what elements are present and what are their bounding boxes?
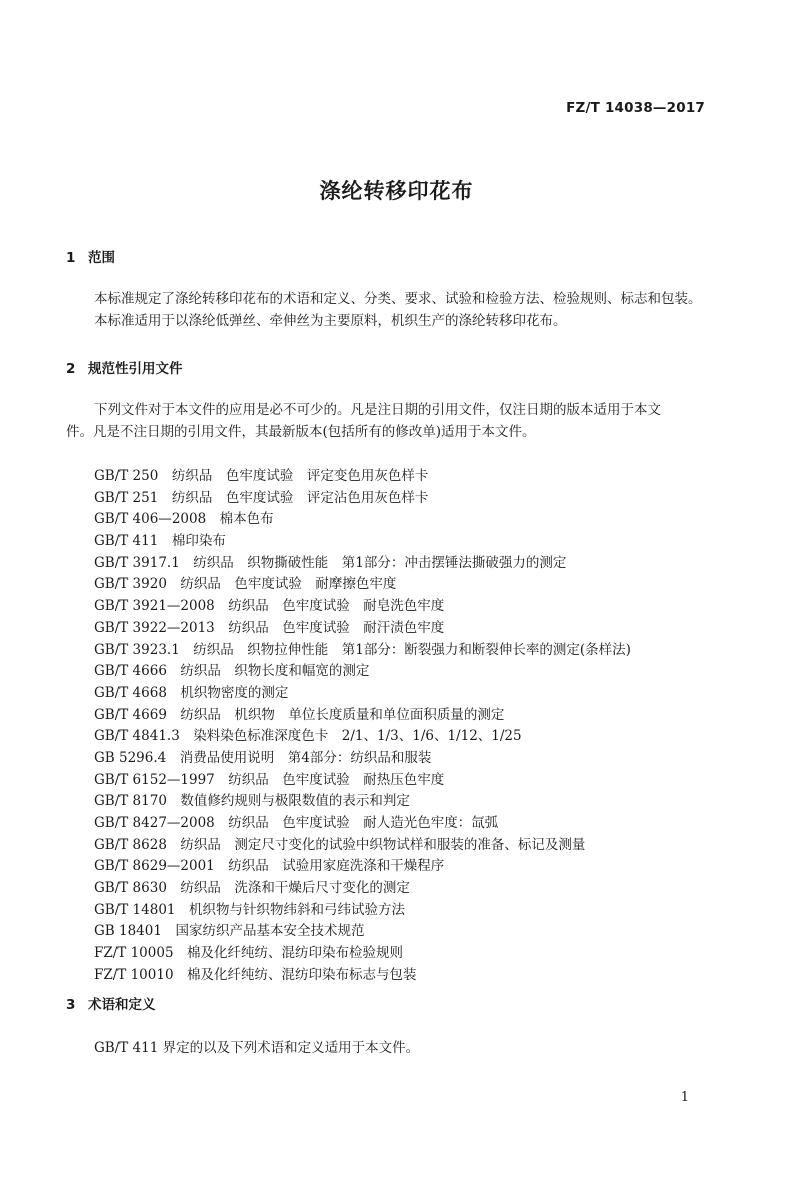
paragraph: 本标准规定了涤纶转移印花布的术语和定义、分类、要求、试验和检验方法、检验规则、标志和包装。 (94, 291, 702, 307)
reference-item: GB/T 8629—2001 纺织品 试验用家庭洗涤和干燥程序 (94, 858, 445, 875)
reference-item: GB/T 3920 纺织品 色牢度试验 耐摩擦色牢度 (94, 576, 397, 593)
paragraph-line: 件。凡是不注日期的引用文件，其最新版本(包括所有的修改单)适用于本文件。 (66, 424, 536, 440)
section-1-heading (66, 246, 115, 266)
section-title: 术语和定义 (88, 997, 156, 1013)
reference-item: GB/T 406—2008 棉本色布 (94, 511, 274, 528)
paragraph: GB/T 411 界定的以及下列术语和定义适用于本文件。 (94, 1040, 420, 1056)
section-1-body (66, 288, 720, 332)
reference-item: GB/T 3921—2008 纺织品 色牢度试验 耐皂洗色牢度 (94, 598, 445, 615)
section-title: 范围 (88, 250, 115, 266)
reference-item: GB/T 8630 纺织品 洗涤和干燥后尺寸变化的测定 (94, 880, 410, 897)
reference-item: GB/T 4666 纺织品 织物长度和幅宽的测定 (94, 663, 370, 680)
section-number: 3 (66, 997, 76, 1013)
reference-item: GB/T 8170 数值修约规则与极限数值的表示和判定 (94, 793, 410, 810)
reference-item: GB/T 4669 纺织品 机织物 单位长度质量和单位面积质量的测定 (94, 706, 505, 723)
section-number: 2 (66, 361, 76, 377)
reference-item: GB/T 6152—1997 纺织品 色牢度试验 耐热压色牢度 (94, 771, 445, 788)
reference-item: GB 5296.4 消费品使用说明 第4部分：纺织品和服装 (94, 749, 432, 766)
reference-item: FZ/T 10005 棉及化纤纯纺、混纺印染布检验规则 (94, 945, 404, 962)
section-2-heading (66, 357, 183, 377)
reference-item: GB/T 4841.3 染料染色标准深度色卡 2/1、1/3、1/6、1/12、1/25 (94, 728, 522, 745)
section-number: 1 (66, 250, 76, 266)
reference-item: GB/T 8427—2008 纺织品 色牢度试验 耐人造光色牢度：氙弧 (94, 815, 499, 831)
reference-item: FZ/T 10010 棉及化纤纯纺、混纺印染布标志与包装 (94, 966, 417, 983)
section-3-heading (66, 993, 156, 1013)
page-number: 1 (680, 1090, 689, 1105)
reference-item: GB/T 3922—2013 纺织品 色牢度试验 耐汗渍色牢度 (94, 619, 445, 636)
reference-item: GB/T 250 纺织品 色牢度试验 评定变色用灰色样卡 (94, 468, 429, 484)
document-title: 涤纶转移印花布 (319, 179, 474, 203)
section-2-intro (66, 399, 720, 443)
reference-item: GB/T 3923.1 纺织品 织物拉伸性能 第1部分：断裂强力和断裂伸长率的测定(条样法) (94, 641, 631, 658)
section-title: 规范性引用文件 (88, 361, 183, 377)
document-code: FZ/T 14038—2017 (566, 100, 705, 116)
paragraph: 本标准适用于以涤纶低弹丝、牵伸丝为主要原料，机织生产的涤纶转移印花布。 (94, 313, 567, 329)
reference-item: GB/T 14801 机织物与针织物纬斜和弓纬试验方法 (94, 901, 405, 918)
reference-item: GB 18401 国家纺织产品基本安全技术规范 (94, 923, 365, 940)
reference-item: GB/T 4668 机织物密度的测定 (94, 684, 289, 701)
paragraph-line: 下列文件对于本文件的应用是必不可少的。凡是注日期的引用文件，仅注日期的版本适用于本文 (94, 402, 661, 418)
reference-item: GB/T 411 棉印染布 (94, 533, 226, 550)
reference-item: GB/T 251 纺织品 色牢度试验 评定沾色用灰色样卡 (94, 489, 429, 506)
section-3-body (66, 1037, 720, 1059)
reference-item: GB/T 3917.1 纺织品 织物撕破性能 第1部分：冲击摆锤法撕破强力的测定 (94, 554, 567, 571)
reference-item: GB/T 8628 纺织品 测定尺寸变化的试验中织物试样和服装的准备、标记及测量 (94, 836, 586, 853)
normative-references-list (94, 466, 734, 987)
